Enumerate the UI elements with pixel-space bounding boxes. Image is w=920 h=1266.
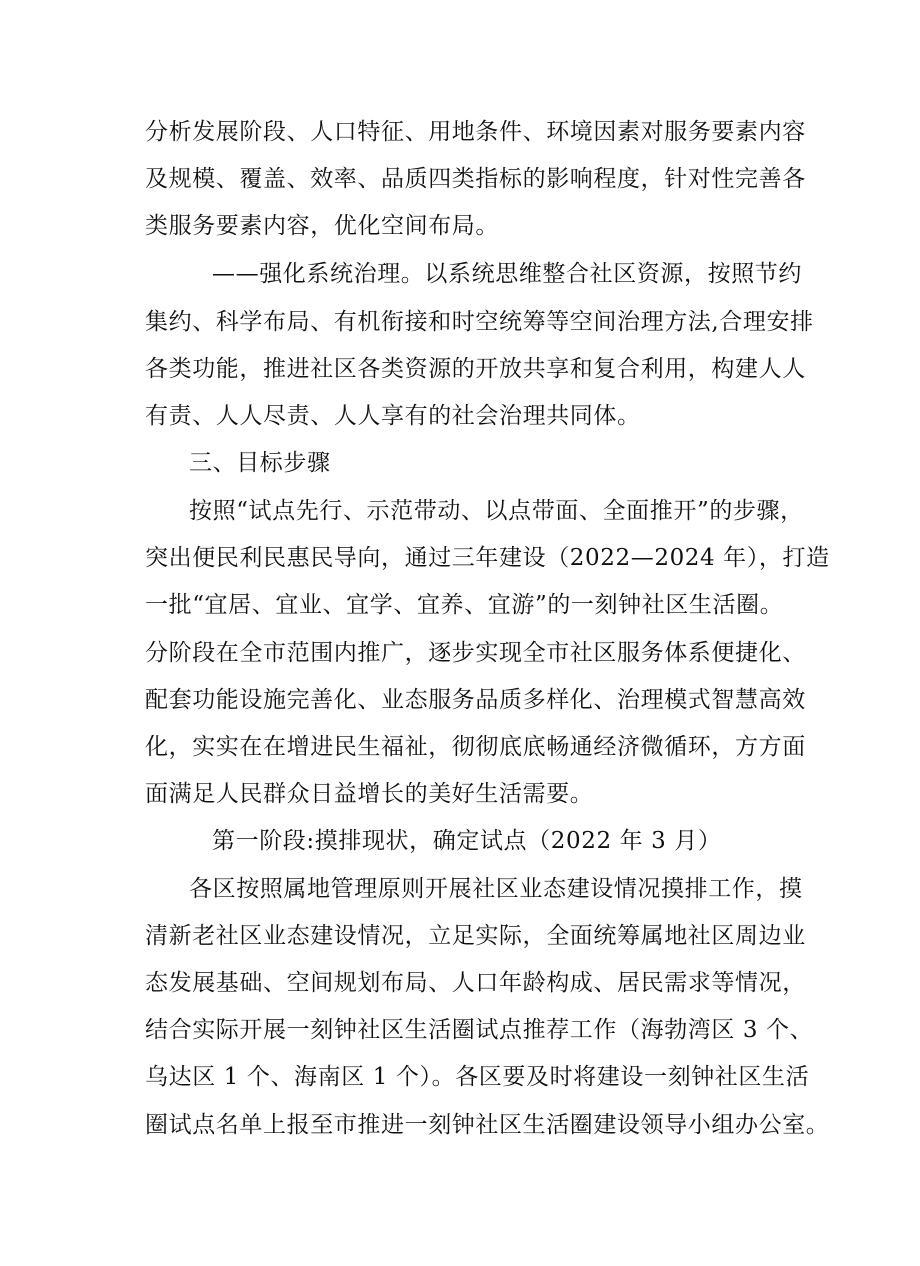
body-text-line: 清新老社区业态建设情况，立足实际，全面统筹属地社区周边业	[145, 923, 806, 949]
body-text-line: 各类功能，推进社区各类资源的开放共享和复合利用，构建人人	[145, 356, 806, 382]
body-text-line: 按照“试点先行、示范带动、以点带面、全面推开”的步骤，	[189, 498, 804, 524]
body-text-line: 分阶段在全市范围内推广，逐步实现全市社区服务体系便捷化、	[145, 640, 806, 666]
body-text-line: 及规模、覆盖、效率、品质四类指标的影响程度，针对性完善各	[145, 166, 806, 192]
body-text-line: 态发展基础、空间规划布局、人口年龄构成、居民需求等情况，	[145, 970, 806, 996]
body-text-line: 乌达区 1 个、海南区 1 个）。各区要及时将建设一刻钟社区生活	[145, 1064, 810, 1090]
body-text-line: 化，实实在在增进民生福祉，彻彻底底畅通经济微循环，方方面	[145, 734, 806, 760]
body-text-line: 结合实际开展一刻钟社区生活圈试点推荐工作（海勃湾区 3 个、	[145, 1017, 814, 1043]
body-text-line: 突出便民利民惠民导向，通过三年建设（2022—2024 年），打造	[145, 545, 830, 571]
body-text-line: 配套功能设施完善化、业态服务品质多样化、治理模式智慧高效	[145, 687, 806, 713]
section-heading: 三、目标步骤	[189, 450, 331, 476]
body-text-line: 集约、科学布局、有机衔接和时空统筹等空间治理方法,合理安排	[145, 309, 814, 335]
body-text-line: 一批“宜居、宜业、宜学、宜养、宜游”的一刻钟社区生活圈。	[145, 592, 784, 618]
list-item-strengthen-governance: ——强化系统治理。以系统思维整合社区资源，按照节约	[212, 261, 802, 287]
body-text-line: 面满足人民群众日益增长的美好生活需要。	[145, 781, 594, 807]
stage-heading: 第一阶段:摸排现状，确定试点（2022 年 3 月）	[212, 828, 722, 854]
body-text-line: 分析发展阶段、人口特征、用地条件、环境因素对服务要素内容	[145, 119, 806, 145]
body-text-line: 有责、人人尽责、人人享有的社会治理共同体。	[145, 403, 641, 429]
body-text-line: 圈试点名单上报至市推进一刻钟社区生活圈建设领导小组办公室。	[145, 1112, 830, 1138]
body-text-line: 各区按照属地管理原则开展社区业态建设情况摸排工作，摸	[189, 876, 803, 902]
body-text-line: 类服务要素内容，优化空间布局。	[145, 213, 499, 239]
